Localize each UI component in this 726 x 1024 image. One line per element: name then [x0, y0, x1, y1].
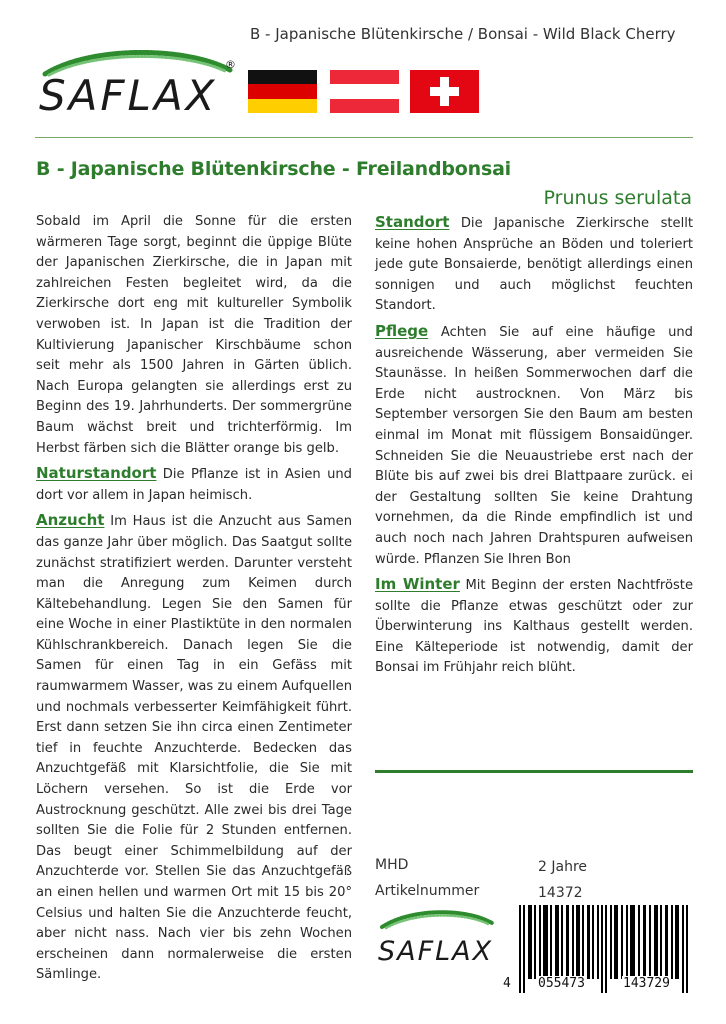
page-title: B - Japanische Blütenkirsche - Freilandbonsai	[36, 158, 511, 180]
standort-text: Die Japanische Zierkirsche stellt keine hohen Ansprüche an Böden und toleriert jede gute Bonsaierde, benötigt allerdings einen sonnigen und auch möglichst feuchten Standort.	[375, 216, 693, 314]
right-column	[375, 212, 693, 683]
pflege-heading: Pflege	[375, 321, 429, 340]
latin-name: Prunus serulata	[543, 187, 692, 209]
standort-heading: Standort	[375, 213, 450, 231]
mhd-value: 2 Jahre	[538, 859, 587, 875]
barcode-digits-left: 055473	[538, 976, 585, 991]
anzucht-text: Im Haus ist die Anzucht aus Samen das ganze Jahr über möglich. Das Saatgut sollte zunächst stratifiziert werden. Darunter versteht man die Anregung zum Keimen durch Kältebehandlung. Legen Sie den Samen für eine Woche in einer Plastiktüte in den normalen Kühlschrankbereich. Danach legen Sie die Samen für einen Tag in ein Gefäss mit raumwarmem Wasser, was zu einem Aufquellen und nochmals verbesserter Keimfähigkeit führt. Erst dann setzen Sie ihn circa einen Zentimeter tief in feuchte Anzuchterde. Bedecken das Anzuchtgefäß mit Klarsichtfolie, die Sie mit Löchern versehen. So ist die Erde vor Austrocknung geschützt. Alle zwei bis drei Tage sollten Sie die Folie für 2 Stunden entfernen. Das beugt einer Schimmelbildung auf der Anzuchterde vor. Stellen Sie das Anzuchtgefäß an einen hellen und warmen Ort mit 15 bis 20° Celsius und halten Sie die Anzuchterde feucht, aber nicht nass. Nach vier bis zehn Wochen erscheinen dann normalerweise die ersten Sämlinge.	[36, 514, 352, 983]
naturstandort-text: Die Pflanze ist in Asien und dort vor allem in Japan heimisch.	[36, 467, 352, 503]
saflax-logo-text: SAFLAX	[39, 71, 218, 118]
standort-paragraph	[375, 212, 693, 317]
anzucht-heading: Anzucht	[36, 511, 105, 530]
article-number-label: Artikelnummer	[375, 883, 480, 899]
saflax-logo-small-text: SAFLAX	[378, 936, 494, 967]
anzucht-paragraph	[36, 510, 352, 986]
naturstandort-paragraph	[36, 463, 352, 506]
winter-paragraph	[375, 574, 693, 679]
germany-flag-icon	[248, 70, 317, 113]
winter-heading: Im Winter	[375, 575, 460, 594]
austria-flag-icon	[330, 70, 399, 113]
switzerland-flag-icon	[410, 70, 479, 113]
left-column	[36, 212, 352, 990]
winter-text: Mit Beginn der ersten Nachtfröste sollte die Pflanze etwas geschützt oder zur Überwinterung ins Kalthaus gestellt werden. Eine Kälteperiode ist notwendig, damit der Bonsai im Frühjahr reich blüht.	[375, 578, 693, 676]
article-number-value: 14372	[538, 885, 583, 901]
mhd-label: MHD	[375, 857, 409, 873]
header-divider	[35, 137, 693, 138]
registered-mark: ®	[225, 58, 236, 71]
section-divider	[375, 770, 693, 773]
barcode-digit-first: 4	[503, 976, 511, 991]
naturstandort-heading: Naturstandort	[36, 464, 157, 483]
header-product-line: B - Japanische Blütenkirsche / Bonsai - Wild Black Cherry	[250, 25, 676, 43]
saflax-logo-small	[376, 905, 498, 967]
barcode-digits-right: 143729	[623, 976, 670, 991]
pflege-paragraph	[375, 321, 693, 570]
intro-paragraph: Sobald im April die Sonne für die ersten wärmeren Tage sorgt, beginnt die üppige Blüte der Japanischen Zierkirsche, die in Japan mit zahlreichen Festen begleitet wird, da die Zierkirsche dort eng mit kultureller Symbolik verwoben ist. In Japan ist die Tradition der Kultivierung Japanischer Kirschbäume schon seit mehr als 1500 Jahren in Gärten üblich. Nach Europa gelangten sie allerdings erst zu Beginn des 19. Jahrhunderts. Der sommergrüne Baum wächst breit und trichterförmig. Im Herbst färben sich die Blätter orange bis gelb.	[36, 214, 352, 456]
pflege-text: Achten Sie auf eine häufige und ausreichende Wässerung, aber vermeiden Sie Staunässe. In heißen Sommerwochen darf die Erde nicht austrocknen. Von März bis September versorgen Sie den Baum am besten einmal im Monat mit flüssigem Bonsaidünger. Schneiden Sie die Neuaustriebe erst nach der Blüte bis auf zwei bis drei Blattpaare zurück. ei der Gestaltung sollten Sie keine Drahtung vornehmen, da die Rinde empfindlich ist und auch noch nach Jahren Drahtspuren aufweisen würde. Pflanzen Sie Ihren Bon	[375, 324, 693, 567]
saflax-logo	[35, 48, 240, 118]
